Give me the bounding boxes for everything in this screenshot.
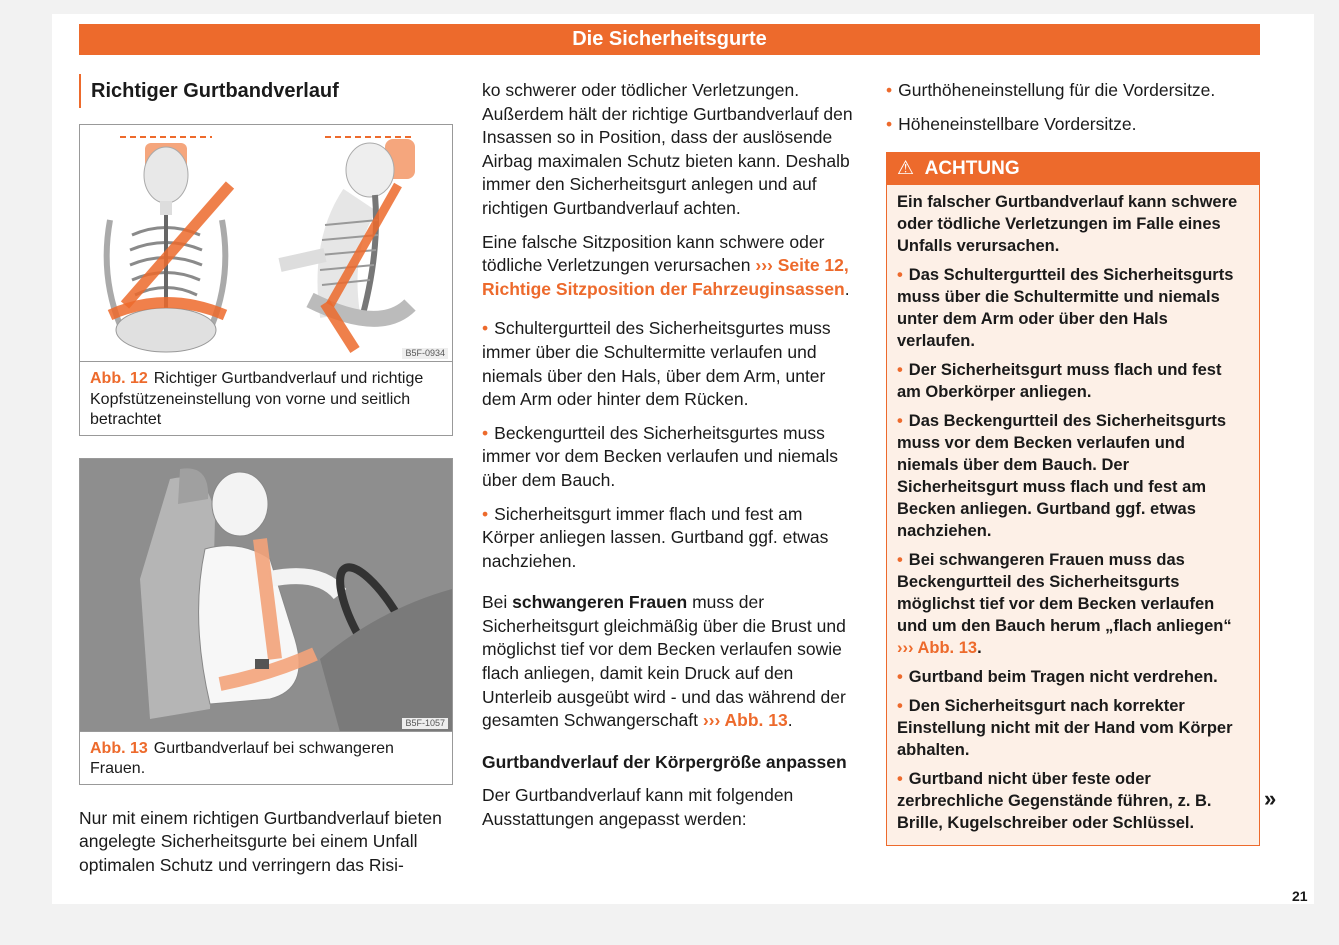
bullet-icon: • <box>897 361 903 380</box>
bullet-icon: • <box>482 503 489 524</box>
warning-header <box>887 153 1259 185</box>
paragraph: ko schwerer oder tödlicher Verletzungen. Außerdem hält der richtige Gurtbandverlauf den Insassen so in Position, dass der auslösende Airbag maximalen Schutz bieten kann. Deshalb immer den Sicherheitsgurt anlegen und auf richtigen Gurtbandverlauf achten. <box>482 80 853 218</box>
warning-item-text: Den Sicherheitsgurt nach korrekter Einstellung nicht mit der Hand vom Körper abhalten. <box>897 697 1233 760</box>
paragraph <box>482 591 856 733</box>
bullet-icon: • <box>897 668 903 687</box>
warning-item <box>897 410 1249 542</box>
list-item-text: Sicherheitsgurt immer flach und fest am Körper anliegen lassen. Gurtband ggf. etwas nachziehen. <box>482 503 829 571</box>
intro-paragraph: Nur mit einem richtigen Gurtbandverlauf bieten angelegte Sicherheitsgurte bei einem Unfall optimalen Schutz und verringern das Risi- <box>79 807 442 875</box>
warning-box <box>886 152 1260 846</box>
list-item <box>482 503 856 574</box>
warning-item-text: Gurtband beim Tragen nicht verdrehen. <box>908 668 1218 687</box>
continue-marker: » <box>1264 786 1277 811</box>
bullet-icon: • <box>897 551 903 570</box>
paragraph-text: Bei <box>482 592 508 613</box>
list-item <box>482 422 856 493</box>
warning-item-text: Gurtband nicht über feste oder zerbrechliche Gegenstände führen, z. B. Brille, Kugelschreiber oder Schlüssel. <box>897 770 1212 833</box>
list-item <box>886 79 1260 103</box>
caption-text: Gurtbandverlauf bei schwangeren Frauen. <box>90 739 394 777</box>
figure-12-image <box>80 125 452 362</box>
figure-code: B5F-1057 <box>402 718 448 729</box>
figure-13 <box>79 458 453 785</box>
list-item-text: Beckengurtteil des Sicherheitsgurtes muss immer vor dem Becken verlaufen und niemals über dem Bauch. <box>482 422 838 490</box>
paragraph-text: Eine falsche Sitzposition kann schwere oder tödliche Verletzungen verursachen <box>482 231 825 276</box>
warning-icon: ⚠ <box>897 158 915 180</box>
section-title: Richtiger Gurtbandverlauf <box>79 74 453 108</box>
figure-code: B5F-0934 <box>402 348 448 359</box>
cross-reference-link[interactable]: ››› Abb. 13 <box>897 639 978 658</box>
bullet-icon: • <box>897 412 903 431</box>
pregnant-driver-illustration <box>80 459 452 732</box>
bullet-icon: • <box>482 422 489 443</box>
subheading: Gurtbandverlauf der Körpergröße anpassen <box>482 751 847 772</box>
warning-item <box>897 666 1249 688</box>
figure-label: Abb. 12 <box>90 370 148 387</box>
warning-item-text: Bei schwangeren Frauen muss das Beckengurtteil des Sicherheitsgurts möglichst tief vor dem Becken verlaufen und um den Bauch herum „flach anliegen“ <box>897 551 1232 636</box>
page-number: 21 <box>1292 888 1308 904</box>
figure-12-caption <box>80 362 452 435</box>
figure-13-image <box>80 459 452 732</box>
paragraph: Der Gurtbandverlauf kann mit folgenden Ausstattungen angepasst werden: <box>482 785 794 830</box>
column-1 <box>79 74 453 887</box>
seatbelt-skeleton-illustration <box>80 125 452 362</box>
warning-item <box>897 549 1249 659</box>
warning-item <box>897 359 1249 403</box>
paragraph-text: muss der Sicherheitsgurt gleichmäßig über die Brust und möglichst tief vor dem Becken verlaufen sowie flach anliegen, damit kein Druck auf den Unterleib ausgeübt wird - und das während der gesamten Schwangerschaft <box>482 592 846 731</box>
cross-reference-link[interactable]: ››› Abb. 13 <box>702 710 788 731</box>
warning-body <box>887 185 1259 845</box>
warning-item-text: Das Beckengurtteil des Sicherheitsgurts muss vor dem Becken verlaufen und niemals über dem Bauch. Der Sicherheitsgurt muss flach und fest am Becken anliegen. Gurtband ggf. etwas nachziehen. <box>897 412 1227 541</box>
paragraph-end: . <box>977 639 982 658</box>
warning-item-text: Das Schultergurtteil des Sicherheitsgurts muss über die Schultermitte und niemals unter dem Arm oder über den Hals verlaufen. <box>897 266 1234 351</box>
bullet-icon: • <box>482 318 489 339</box>
warning-item-text: Der Sicherheitsgurt muss flach und fest am Oberkörper anliegen. <box>897 361 1222 402</box>
warning-item <box>897 264 1249 352</box>
list-item <box>886 113 1260 137</box>
column-2 <box>482 79 856 842</box>
paragraph-end: . <box>787 710 793 731</box>
figure-12 <box>79 124 453 436</box>
caption-text: Richtiger Gurtbandverlauf und richtige Kopfstützeneinstellung von vorne und seitlich betrachtet <box>90 370 424 428</box>
figure-label: Abb. 13 <box>90 739 148 757</box>
bullet-icon: • <box>897 697 903 716</box>
figure-13-caption <box>80 732 452 784</box>
warning-intro: Ein falscher Gurtbandverlauf kann schwere oder tödliche Verletzungen im Falle eines Unfalls verursachen. <box>897 193 1238 256</box>
emphasis: schwangeren Frauen <box>512 592 688 613</box>
bullet-icon: • <box>886 113 893 134</box>
column-3 <box>886 79 1260 846</box>
paragraph-end: . <box>844 278 850 299</box>
chapter-header: Die Sicherheitsgurte <box>79 24 1260 55</box>
list-item <box>482 317 856 411</box>
paragraph <box>482 231 856 302</box>
warning-item <box>897 695 1249 761</box>
list-item-text: Gurthöheneinstellung für die Vordersitze. <box>898 80 1216 100</box>
list-item-text: Schultergurtteil des Sicherheitsgurtes muss immer über die Schultermitte verlaufen und niemals über den Hals, über dem Arm, unter dem Arm oder hinter dem Rücken. <box>482 318 831 410</box>
list-item-text: Höheneinstellbare Vordersitze. <box>898 113 1137 134</box>
warning-title: ACHTUNG <box>924 158 1020 180</box>
bullet-icon: • <box>886 80 893 100</box>
bullet-icon: • <box>897 266 903 285</box>
warning-item <box>897 768 1249 834</box>
cross-reference-link[interactable]: ››› Seite 12, Richtige Sitzposition der Fahrzeuginsassen <box>482 255 849 299</box>
bullet-icon: • <box>897 770 903 789</box>
